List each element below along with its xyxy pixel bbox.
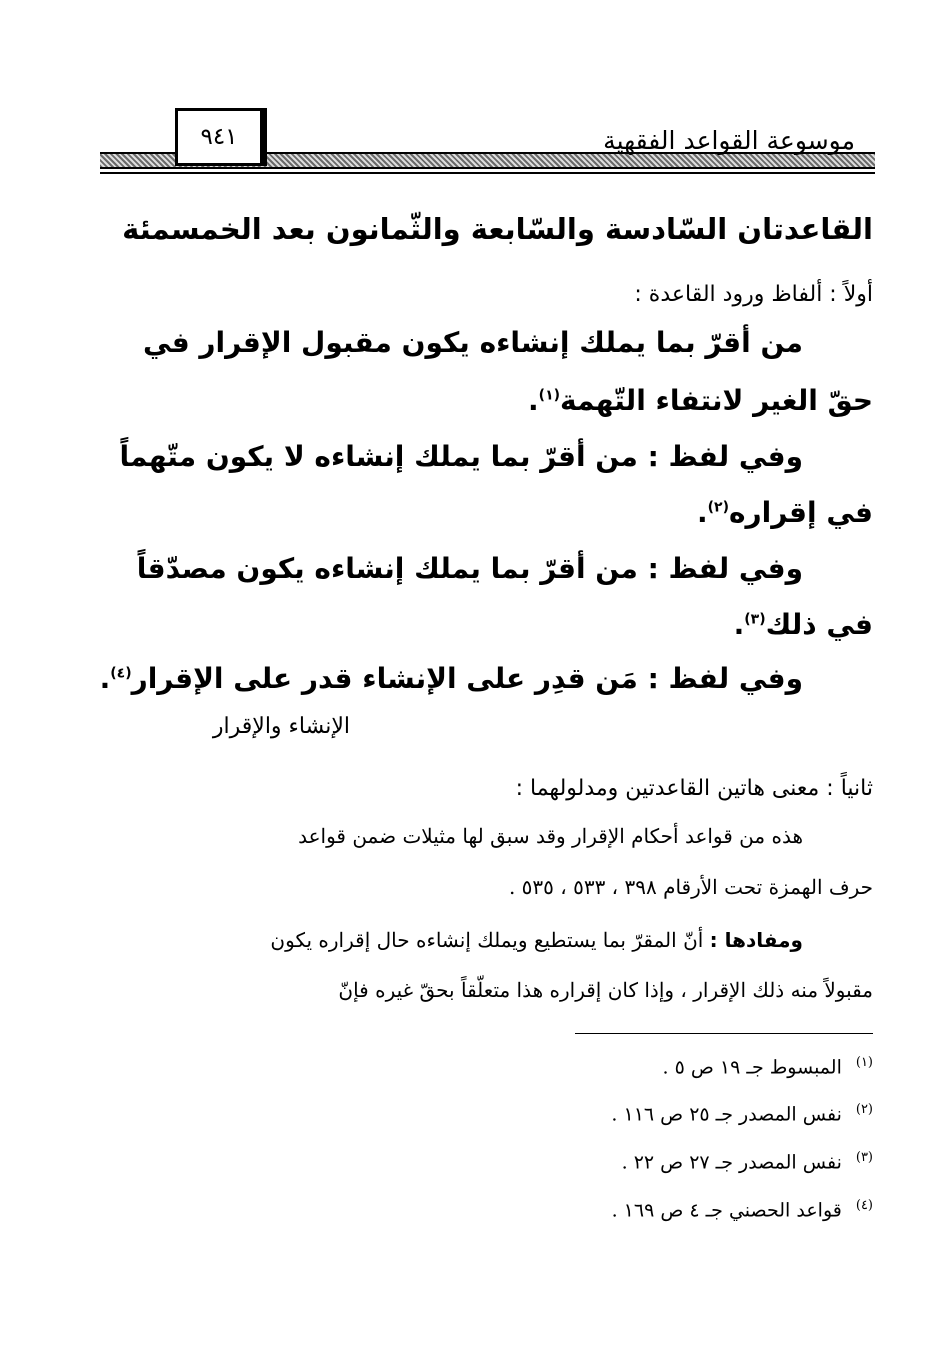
paragraph-line: مقبولاً منه ذلك الإقرار ، وإذا كان إقراره هذا متعلّقاً بحقّ غيره فإنّ xyxy=(338,978,873,1002)
rule-variant-line: وفي لفظ : مَن قدِر على الإنشاء قدر على الإقرار$^{(٤)}$. xyxy=(99,662,803,695)
section-title-wording: أولاً : ألفاظ ورود القاعدة : xyxy=(634,282,873,307)
paragraph-line xyxy=(270,928,803,952)
rule-variant-line: في ذلك$^{(٣)}$. xyxy=(733,608,873,641)
footnote-number: (٤) xyxy=(855,1198,873,1213)
section-title-meaning: ثانياً : معنى هاتين القاعدتين ومدلولهما : xyxy=(515,776,873,801)
rule-text: وفي لفظ : مَن قدِر على الإنشاء قدر على الإقرار xyxy=(131,662,803,695)
rule-text: في إقراره xyxy=(728,496,873,529)
footnote-ref: (٢) xyxy=(707,499,729,516)
footnote-number: (٣) xyxy=(855,1150,873,1165)
rule-text-line: حقّ الغير لانتفاء التّهمة$^{(١)}$. xyxy=(528,384,873,417)
book-title: موسوعة القواعد الفقهية xyxy=(603,126,855,155)
footnote-text: نفس المصدر جـ ٢٥ ص ١١٦ . xyxy=(611,1103,842,1126)
footnote xyxy=(612,1198,873,1221)
margin-annotation: الإنشاء والإقرار xyxy=(212,714,350,739)
header-rule-line xyxy=(100,172,875,174)
paragraph-text: أنّ المقرّ بما يستطيع ويملك إنشاءه حال إقراره يكون xyxy=(270,928,710,952)
footnote-text: قواعد الحصني جـ ٤ ص ١٦٩ . xyxy=(611,1199,842,1222)
footnote-text: المبسوط جـ ١٩ ص ٥ . xyxy=(662,1056,842,1079)
footnote-number: (١) xyxy=(855,1055,873,1070)
page-number-box xyxy=(175,108,267,166)
running-header xyxy=(100,108,875,183)
paragraph-lead: ومفادها : xyxy=(709,928,803,952)
rule-heading: القاعدتان السّادسة والسّابعة والثّمانون بعد الخمسمئة xyxy=(122,212,873,246)
footnote-ref: (٣) xyxy=(744,611,766,628)
footnote-text: نفس المصدر جـ ٢٧ ص ٢٢ . xyxy=(621,1151,842,1174)
footnote-separator xyxy=(575,1033,873,1034)
rule-variant-line: وفي لفظ : من أقرّ بما يملك إنشاءه يكون مصدّقاً xyxy=(136,552,803,585)
footnote-ref: (١) xyxy=(538,387,561,404)
footnote-number: (٢) xyxy=(855,1102,873,1117)
rule-text: في ذلك xyxy=(765,608,873,641)
footnote-ref: (٤) xyxy=(110,665,132,682)
rule-variant-line: في إقراره$^{(٢)}$. xyxy=(696,496,873,529)
footnote xyxy=(663,1055,873,1078)
paragraph-line: حرف الهمزة تحت الأرقام ٣٩٨ ، ٥٣٣ ، ٥٣٥ . xyxy=(508,875,873,899)
footnote xyxy=(611,1102,873,1125)
footnote xyxy=(622,1150,873,1173)
rule-text: حقّ الغير لانتفاء التّهمة xyxy=(560,384,873,417)
rule-text-line: من أقرّ بما يملك إنشاءه يكون مقبول الإقرار في xyxy=(142,326,803,359)
rule-variant-line: وفي لفظ : من أقرّ بما يملك إنشاءه لا يكون متّهماً xyxy=(119,440,803,473)
page-number: ٩٤١ xyxy=(200,124,238,150)
paragraph-line: هذه من قواعد أحكام الإقرار وقد سبق لها مثيلات ضمن قواعد xyxy=(298,824,803,848)
